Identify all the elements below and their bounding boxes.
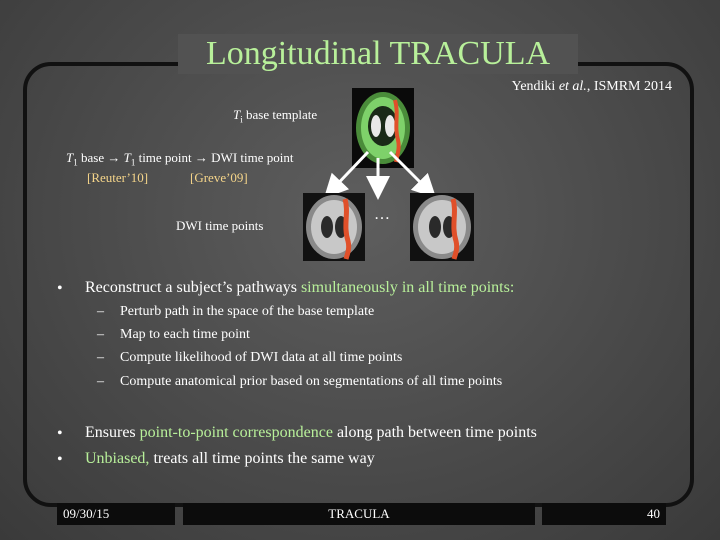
dwi-timepoint-left-brain-image xyxy=(303,193,365,261)
chain-t1: T xyxy=(66,150,74,165)
sub-bullet-2: Map to each time point xyxy=(120,327,250,342)
sub-dash-3: – xyxy=(97,350,104,365)
bullet-unbiased xyxy=(85,450,375,468)
sub-bullet-3: Compute likelihood of DWI data at all time points xyxy=(120,350,403,365)
template-label: $T_i$ base template xyxy=(233,107,318,125)
footer-title-text: TRACULA xyxy=(328,506,390,521)
footer-page-number xyxy=(542,503,666,525)
chain-arrow1: → xyxy=(107,150,121,165)
footer-page-text: 40 xyxy=(647,506,660,521)
title-wrap xyxy=(178,34,578,74)
citation-etal: et al. xyxy=(558,79,587,94)
bullet-correspondence-pre: Ensures xyxy=(85,424,140,441)
chain-label xyxy=(66,150,294,168)
bullet-dot-1: • xyxy=(57,280,63,297)
bullet-unbiased-highlight: Unbiased, xyxy=(85,450,150,467)
citation-authors: Yendiki xyxy=(511,79,559,94)
bullet-dot-3: • xyxy=(57,451,63,468)
bullet-correspondence-highlight: point-to-point correspondence xyxy=(139,424,333,441)
bullet-correspondence-post: along path between time points xyxy=(332,424,537,441)
bullet-correspondence xyxy=(85,424,537,442)
chain-t1-sub: 1 xyxy=(73,157,78,168)
chain-t2: T xyxy=(120,150,131,165)
chain-part1: base xyxy=(77,150,108,165)
bullet-reconstruct xyxy=(85,279,514,297)
sub-dash-2: – xyxy=(97,327,104,342)
dwi-label: DWI time points xyxy=(176,218,264,233)
sub-dash-1: – xyxy=(97,304,104,319)
chain-t2-sub: 1 xyxy=(130,157,136,168)
bullet-reconstruct-text: Reconstruct a subject’s pathways xyxy=(85,279,301,296)
citation xyxy=(512,79,672,95)
bullet-reconstruct-highlight: simultaneously in all time points: xyxy=(300,279,515,296)
ref-greve: [Greve’09] xyxy=(190,170,248,185)
chain-arrow2: → xyxy=(194,150,208,165)
chain-part3: DWI time point xyxy=(207,150,294,165)
template-label-text: base template xyxy=(242,107,318,122)
sub-bullet-1: Perturb path in the space of the base template xyxy=(120,304,375,319)
ellipsis: … xyxy=(374,206,390,223)
footer-title xyxy=(183,503,535,525)
chain-part2: time point xyxy=(135,150,195,165)
slide-title: Longitudinal TRACULA xyxy=(205,35,551,72)
ref-reuter: [Reuter’10] xyxy=(87,170,149,185)
arrow-to-right-timepoint xyxy=(390,152,432,194)
footer-date-text: 09/30/15 xyxy=(63,506,110,521)
sub-dash-4: – xyxy=(97,374,104,389)
arrow-to-left-timepoint xyxy=(328,152,368,194)
bullet-unbiased-post: treats all time points the same way xyxy=(149,450,375,467)
citation-venue: , ISMRM 2014 xyxy=(586,79,672,94)
dwi-timepoint-right-brain-image xyxy=(410,193,474,261)
sub-bullet-4: Compute anatomical prior based on segmentations of all time points xyxy=(120,374,503,389)
footer-date xyxy=(57,503,175,525)
bullet-dot-2: • xyxy=(57,425,63,442)
template-label-sub: i xyxy=(240,114,243,125)
